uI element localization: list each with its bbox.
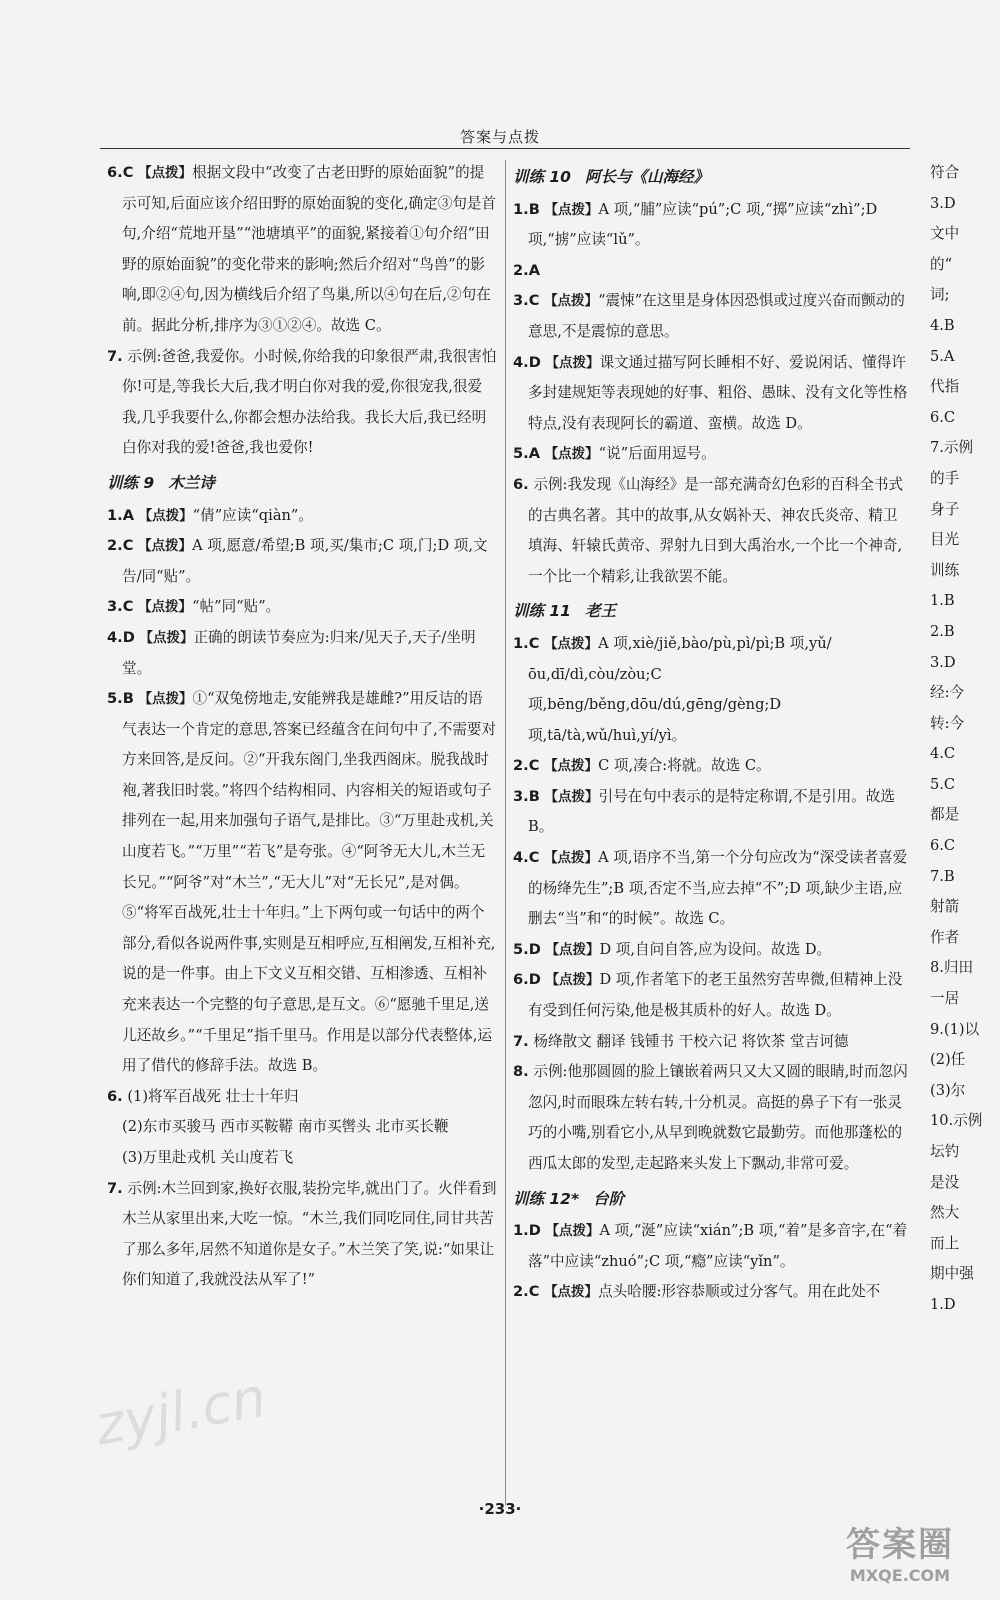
answer-text: 正确的朗读节奏应为:归来/见天子,天子/坐明堂。: [122, 628, 476, 677]
clipped-fragment: 5.C: [930, 775, 956, 793]
clipped-fragment: 都是: [930, 806, 960, 824]
hint-tag: 【点拨】: [544, 788, 599, 805]
hint-tag: 【点拨】: [545, 1223, 600, 1240]
clipped-fragment: 目光: [930, 531, 960, 549]
answer-number: 7.: [513, 1032, 529, 1050]
answer-number: 4.D: [107, 628, 135, 646]
hint-tag: 【点拨】: [544, 446, 599, 463]
right-column-clipped: [930, 158, 1000, 1321]
answer-item: [107, 1112, 497, 1143]
answer-item: [513, 1277, 908, 1308]
answer-text: A 项,“涎”应读“xián”;B 项,“着”是多音字,在“着落”中应读“zhuó”;C 项,“瘾”应读“yǐn”。: [528, 1222, 908, 1270]
answer-item: [107, 592, 497, 623]
clipped-fragment: 期中强: [930, 1265, 974, 1283]
section-name: 老王: [584, 602, 616, 621]
answer-number: 2.C: [513, 757, 540, 775]
answer-text: 示例:我发现《山海经》是一部充满奇幻色彩的百科全书式的古典名著。其中的故事,从女娲补天、神农氏炎帝、精卫填海、轩辕氏黄帝、羿射九日到大禹治水,一个比一个神奇,一个比一个精彩,让我欲罢不能。: [528, 475, 904, 585]
answer-item: [513, 348, 908, 440]
answer-number: 5.A: [513, 445, 540, 463]
answer-number: 1.B: [513, 200, 540, 218]
hint-tag: 【点拨】: [544, 201, 599, 218]
answer-number: 3.B: [513, 787, 540, 805]
answer-text: (2)东市买骏马 西市买鞍鞯 南市买辔头 北市买长鞭: [122, 1118, 449, 1136]
answer-item: [513, 1216, 908, 1277]
answer-number: 1.D: [513, 1222, 541, 1240]
middle-column: [513, 158, 908, 1308]
hint-tag: 【点拨】: [138, 599, 193, 616]
section-name: 木兰诗: [168, 473, 215, 492]
answer-number: 1.A: [107, 506, 134, 524]
answer-item: [107, 501, 497, 532]
answer-text: 点头哈腰:形容恭顺或过分客气。用在此处不: [598, 1283, 881, 1301]
section-title-9: [107, 468, 497, 499]
clipped-fragment: 然大: [930, 1204, 960, 1222]
clipped-fragment: 代指: [930, 378, 960, 396]
clipped-fragment: 3.D: [930, 653, 956, 671]
section-label: 训练 11: [513, 602, 571, 621]
answer-text: D 项,作者笔下的老王虽然穷苦卑微,但精神上没有受到任何污染,他是极其质朴的好人。故选 D。: [528, 971, 903, 1020]
answer-number: 2.C: [107, 537, 134, 555]
clipped-fragment: 文中: [930, 225, 960, 243]
answer-text: A 项,“脯”应读“pú”;C 项,“掷”应读“zhì”;D 项,“掳”应读“lǔ”。: [528, 200, 878, 249]
watermark-text: zyjl.cn: [90, 1365, 271, 1458]
answer-item: [513, 256, 908, 287]
clipped-fragment: 经:今: [930, 684, 965, 702]
answer-text: (3)万里赴戎机 关山度若飞: [122, 1149, 294, 1166]
hint-tag: 【点拨】: [544, 635, 599, 652]
answer-text: “说”后面用逗号。: [598, 445, 716, 463]
answer-number: 6.: [107, 1087, 123, 1105]
answer-number: 3.C: [107, 598, 134, 616]
answer-number: 5.D: [513, 940, 541, 958]
clipped-fragment: 坛钓: [930, 1143, 960, 1160]
answer-text: “帖”同“贴”。: [192, 598, 281, 616]
answer-text: 示例:木兰回到家,换好衣服,装扮完毕,就出门了。火伴看到木兰从家里出来,大吃一惊。“木兰,我们同吃同住,同甘共苦了那么多年,居然不知道你是女子。”木兰笑了笑,说:“如果让你们知道了,我就没法从军了!”: [122, 1179, 497, 1289]
clipped-fragment: 而上: [930, 1234, 960, 1252]
clipped-fragment: 6.C: [930, 408, 956, 426]
section-label: 训练 9: [107, 473, 155, 492]
answer-item: [513, 470, 908, 592]
hint-tag: 【点拨】: [545, 941, 600, 958]
answer-text: 课文通过描写阿长睡相不好、爱说闲话、懂得许多封建规矩等表现她的好事、粗俗、愚昧、没有文化等性格特点,没有表现阿长的霸道、蛮横。故选 D。: [528, 353, 908, 432]
hint-tag: 【点拨】: [544, 293, 599, 310]
answer-text: 示例:他那圆圆的脸上镶嵌着两只又大又圆的眼睛,时而忽闪忽闪,时而眼珠左转右转,十分机灵。高挺的鼻子下有一张灵巧的小嘴,别看它小,从早到晚就数它最勤劳。而他那蓬松的西瓜太郎的发型,走起路来头发上下飘动,非常可爱。: [528, 1063, 908, 1172]
section-title-12: [513, 1184, 908, 1215]
clipped-fragment: 4.B: [930, 316, 955, 334]
clipped-fragment: (2)任: [930, 1051, 966, 1069]
watermark-logo: [815, 1525, 985, 1597]
clipped-fragment: 词;: [930, 286, 950, 304]
clipped-fragment: 射箭: [930, 898, 960, 916]
clipped-fragment: 7.示例: [930, 439, 974, 457]
clipped-fragment: 5.A: [930, 347, 955, 365]
answer-text: 杨绛散文 翻译 钱锺书 干校六记 将饮茶 堂吉诃德: [533, 1032, 849, 1050]
section-name: 阿长与《山海经》: [584, 168, 709, 186]
section-title-11: [513, 596, 908, 627]
answer-item: [107, 158, 497, 342]
clipped-fragment: 8.归田: [930, 959, 974, 977]
hint-tag: 【点拨】: [138, 538, 193, 555]
answer-item: [107, 531, 497, 592]
answer-number: 1.C: [513, 634, 540, 652]
clipped-fragment: 4.C: [930, 745, 956, 763]
hint-tag: 【点拨】: [544, 1284, 599, 1301]
clipped-fragment: 10.示例: [930, 1112, 983, 1130]
left-column: [107, 158, 497, 1296]
answer-text: ①“双兔傍地走,安能辨我是雄雌?”用反诘的语气表达一个肯定的意思,答案已经蕴含在问句中了,不需要对方来回答,是反问。②“开我东阁门,坐我西阁床。脱我战时袍,著我旧时裳。”将四个结构相同、内容相关的短语或句子排列在一起,用来加强句子语气,是排比。③“万里赴戎机,关山度若飞。”“万里”“若飞”是夸张。④“阿爷无大儿,木兰无长兄。”“阿爷”对“木兰”,“无大儿”对“无长兄”,是对偶。⑤“将军百战死,壮士十年归。”上下两句或一句话中的两个部分,看似各说两件事,实则是互相呼应,互相阐发,互相补充,说的是一件事。由上下文义互相交错、互相渗透、互相补充来表达一个完整的句子意思,是互文。⑥“愿驰千里足,送儿还故乡。”“千里足”指千里马。作用是以部分代表整体,运用了借代的修辞手法。故选 B。: [122, 690, 497, 1075]
answer-number: 7.: [107, 1179, 123, 1197]
answer-item: [513, 286, 908, 347]
answer-number: 2.C: [513, 1283, 540, 1301]
answer-number: 7.: [107, 347, 123, 365]
answer-text: 引号在句中表示的是特定称谓,不是引用。故选 B。: [528, 787, 895, 836]
clipped-fragment: 作者: [930, 928, 960, 946]
answer-text: 示例:爸爸,我爱你。小时候,你给我的印象很严肃,我很害怕你!可是,等我长大后,我才明白你对我的爱,你很宠我,很爱我,几乎我要什么,你都会想办法给我。我长大后,我已经明白你对我的爱!爸爸,我也爱你!: [122, 347, 497, 457]
answer-text: C 项,凑合:将就。故选 C。: [598, 757, 771, 775]
hint-tag: 【点拨】: [138, 165, 193, 181]
clipped-fragment: 1.D: [930, 1295, 956, 1313]
answer-item: [107, 684, 497, 1082]
answer-text: (1)将军百战死 壮士十年归: [127, 1087, 299, 1105]
hint-tag: 【点拨】: [545, 972, 600, 989]
watermark-logo-top: 答案圈: [846, 1525, 954, 1565]
clipped-fragment: 7.B: [930, 867, 955, 885]
clipped-fragment: 训练: [930, 561, 960, 579]
watermark-logo-bottom: MXQE.COM: [849, 1566, 951, 1585]
answer-item: [107, 623, 497, 684]
clipped-fragment: 1.B: [930, 592, 955, 610]
answer-number: 6.C: [107, 164, 134, 181]
clipped-fragment: (3)尔: [930, 1081, 966, 1099]
answer-item: [513, 1057, 908, 1179]
answer-number: 6.: [513, 475, 529, 493]
answer-number: 2.A: [513, 261, 540, 279]
answer-number: 6.D: [513, 971, 541, 989]
section-label: 训练 12*: [513, 1189, 580, 1208]
hint-tag: 【点拨】: [544, 758, 599, 775]
answer-text: D 项,自问自答,应为设问。故选 D。: [599, 940, 832, 958]
answer-item: [107, 342, 497, 464]
answer-item: [513, 843, 908, 935]
answer-number: 4.D: [513, 353, 541, 371]
answer-item: [513, 935, 908, 966]
answer-text: 根据文段中“改变了古老田野的原始面貌”的提示可知,后面应该介绍田野的原始面貌的变化,确定③句是首句,介绍“荒地开垦”“池塘填平”的面貌,紧接着①句介绍“田野的原始面貌”的变化带来的影响;然后介绍对“鸟兽”的影响,即②④句,因为横线后介绍了鸟巢,所以④句在后,②句在前。据此分析,排序为③①②④。故选 C。: [122, 164, 497, 334]
answer-item: [513, 629, 908, 751]
clipped-fragment: 一居: [930, 990, 960, 1008]
section-name: 台阶: [593, 1189, 625, 1208]
section-title-10: [513, 162, 908, 193]
clipped-fragment: 2.B: [930, 622, 955, 640]
answer-text: A 项,xiè/jiě,bào/pù,pì/pì;B 项,yǔ/ōu,dī/dì,còu/zòu;C 项,bēng/běng,dōu/dú,gēng/gèng;D 项,tā/tà,wǔ/huì,yí/yì。: [528, 634, 832, 744]
answer-item: [513, 751, 908, 782]
page-header-title: 答案与点拨: [459, 128, 540, 146]
answer-text: A 项,愿意/希望;B 项,买/集市;C 项,门;D 项,文告/同“贴”。: [122, 537, 488, 585]
clipped-fragment: 9.(1)以: [930, 1020, 980, 1038]
answer-text: “震悚”在这里是身体因恐惧或过度兴奋而颤动的意思,不是震惊的意思。: [528, 292, 905, 340]
answer-item: [513, 782, 908, 843]
hint-tag: 【点拨】: [138, 507, 193, 524]
answer-item: [513, 1027, 908, 1058]
answer-item: [107, 1082, 497, 1113]
clipped-fragment: 身子: [930, 500, 960, 518]
clipped-fragment: 符合: [930, 164, 960, 181]
answer-item: [107, 1174, 497, 1296]
answer-number: 4.C: [513, 849, 540, 867]
answer-item: [513, 195, 908, 256]
answer-number: 3.C: [513, 292, 540, 310]
answer-item: [107, 1143, 497, 1174]
header-rule: [100, 148, 910, 149]
answer-item: [513, 965, 908, 1026]
hint-tag: 【点拨】: [139, 629, 194, 646]
clipped-fragment: 6.C: [930, 837, 956, 855]
hint-tag: 【点拨】: [138, 691, 193, 708]
page-number: ·233·: [478, 1500, 522, 1518]
clipped-fragment: 转:今: [930, 714, 965, 732]
column-divider: [505, 160, 506, 1505]
answer-number: 5.B: [107, 690, 134, 708]
answer-text: “倩”应读“qiàn”。: [192, 506, 313, 524]
clipped-fragment: 的“: [930, 255, 953, 273]
section-label: 训练 10: [513, 168, 571, 186]
clipped-fragment: 是没: [930, 1173, 960, 1191]
answer-text: A 项,语序不当,第一个分句应改为“深受读者喜爱的杨绛先生”;B 项,否定不当,应去掉“不”;D 项,缺少主语,应删去“当”和“的时候”。故选 C。: [528, 849, 908, 928]
hint-tag: 【点拨】: [545, 354, 600, 371]
clipped-fragment: 3.D: [930, 194, 956, 212]
answer-number: 8.: [513, 1063, 529, 1081]
answer-item: [513, 439, 908, 470]
clipped-fragment: 的手: [930, 469, 960, 487]
hint-tag: 【点拨】: [544, 850, 599, 867]
